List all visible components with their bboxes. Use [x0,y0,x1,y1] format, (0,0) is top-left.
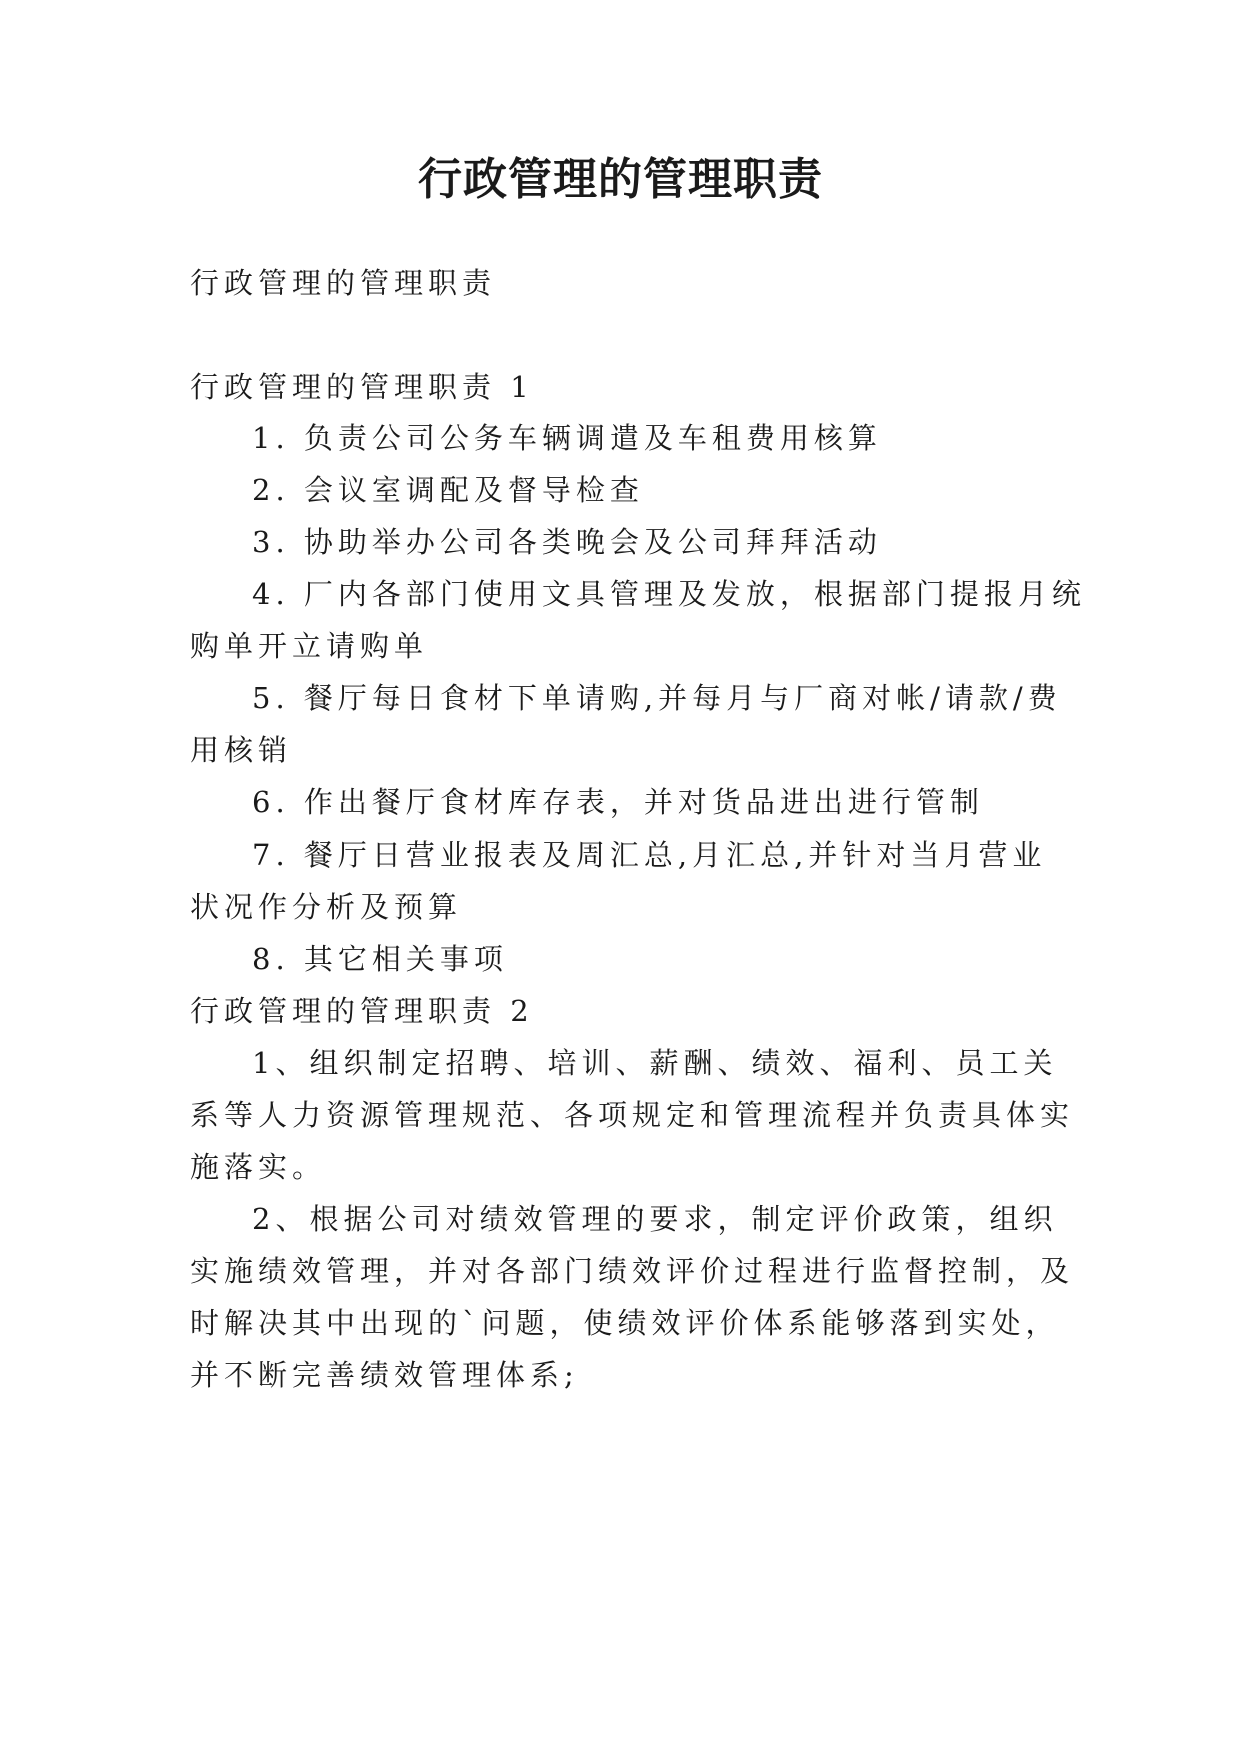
section1-heading: 行政管理的管理职责 1 [190,370,534,404]
section1-item-4-cont: 购单开立请购单 [190,629,429,663]
section1-item-2: 2. 会议室调配及督导检查 [252,473,644,507]
section1-item-8: 8. 其它相关事项 [252,942,508,976]
section2-item-1: 1、组织制定招聘、培训、薪酬、绩效、福利、员工关 [252,1046,1058,1080]
document-title: 行政管理的管理职责 [418,154,823,205]
section2-item-2-cont1: 实施绩效管理，并对各部门绩效评价过程进行监督控制，及 [190,1254,1075,1288]
section2-heading: 行政管理的管理职责 2 [190,994,534,1028]
section1-item-4: 4. 厂内各部门使用文具管理及发放，根据部门提报月统 [252,577,1086,611]
section2-item-2-cont2: 时解决其中出现的`问题，使绩效评价体系能够落到实处， [190,1306,1060,1340]
section2-item-1-cont2: 施落实。 [190,1150,327,1184]
section1-item-3: 3. 协助举办公司各类晚会及公司拜拜活动 [252,525,882,559]
section1-item-7-cont: 状况作分析及预算 [190,890,463,924]
section1-item-5-cont: 用核销 [190,733,293,767]
document-subtitle: 行政管理的管理职责 [190,266,497,300]
section2-item-2: 2、根据公司对绩效管理的要求，制定评价政策，组织 [252,1202,1058,1236]
section1-item-7: 7. 餐厅日营业报表及周汇总,月汇总,并针对当月营业 [252,838,1047,872]
section2-item-1-cont1: 系等人力资源管理规范、各项规定和管理流程并负责具体实 [190,1098,1075,1132]
section1-item-5: 5. 餐厅每日食材下单请购,并每月与厂商对帐/请款/费 [252,681,1062,715]
section1-item-6: 6. 作出餐厅食材库存表，并对货品进出进行管制 [252,785,984,819]
section2-item-2-cont3: 并不断完善绩效管理体系; [190,1358,579,1392]
section1-item-1: 1. 负责公司公务车辆调遣及车租费用核算 [252,421,882,455]
